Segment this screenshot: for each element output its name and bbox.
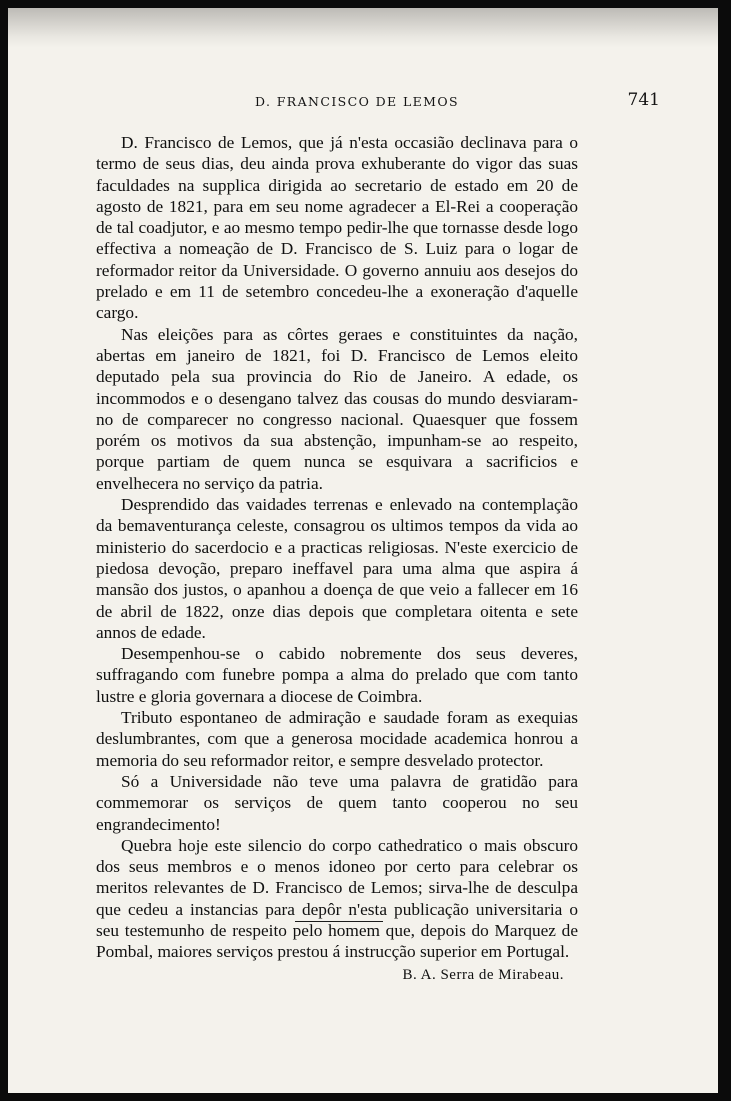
- paragraph: Desprendido das vaidades terrenas e enlevado na contemplação da bemaventurança celeste, consagrou os ultimos tempos da vida ao ministerio do sacerdocio e a practicas religiosas. N'este exercicio de piedosa devoção, preparo ineffavel para uma alma que aspira á mansão dos justos, o apanhou a doença de que veio a fallecer em 16 de abril de 1822, onze dias depois que completara oitenta e sete annos de edade.: [96, 495, 578, 642]
- page-number: 741: [627, 90, 660, 110]
- book-page: [8, 8, 718, 1093]
- author-signature: B. A. Serra de Mirabeau.: [402, 966, 564, 983]
- paragraph: Quebra hoje este silencio do corpo cathedratico o mais obscuro dos seus membros e o menos idoneo por certo para celebrar os meritos relevantes de D. Francisco de Lemos; sirva-lhe de desculpa que cedeu a instancias para depôr n'esta publicação universitaria o seu testemunho de respeito pelo homem que, depois do Marquez de Pombal, maiores serviços prestou á instrucção superior em Portugal.: [96, 835, 578, 962]
- paragraph: Nas eleições para as côrtes geraes e constituintes da nação, abertas em janeiro de 1821, foi D. Francisco de Lemos eleito deputado pela sua provincia do Rio de Janeiro. A edade, os incommodos e o desengano talvez das cousas do mundo desviaram-no de comparecer no congresso nacional. Quaesquer que fossem porém os motivos da sua abstenção, impunham-se ao respeito, porque partiam de quem nunca se esquivara a sacrificios e envelhecera no serviço da patria.: [96, 324, 578, 493]
- scan-shadow: [8, 8, 718, 48]
- paragraph: D. Francisco de Lemos, que já n'esta occasião declinava para o termo de seus dias, deu ainda prova exhuberante do vigor das suas faculdades na supplica dirigida ao secretario de estado em 20 de agosto de 1821, para em seu nome agradecer a El-Rei a cooperação de tal coadjutor, e ao mesmo tempo pedir-lhe que tornasse desde logo effectiva a nomeação de D. Francisco de S. Luiz para o logar de reformador reitor da Universidade. O governo annuiu aos desejos do prelado e em 11 de setembro concedeu-lhe a exoneração d'aquelle cargo.: [96, 133, 578, 323]
- body-text: [96, 132, 578, 986]
- page-header: [100, 90, 660, 120]
- paragraph: Desempenhou-se o cabido nobremente dos seus deveres, suffragando com funebre pompa a alma do prelado que com tanto lustre e gloria governara a diocese de Coimbra.: [96, 644, 578, 706]
- paragraph: Tributo espontaneo de admiração e saudade foram as exequias deslumbrantes, com que a generosa mocidade academica honrou a memoria do seu reformador reitor, e sempre desvelado protector.: [96, 708, 578, 770]
- closing-rule: [295, 921, 383, 922]
- paragraph: Só a Universidade não teve uma palavra de gratidão para commemorar os serviços de quem tanto cooperou no seu engrandecimento!: [96, 771, 578, 834]
- running-title: D. FRANCISCO DE LEMOS: [255, 94, 459, 109]
